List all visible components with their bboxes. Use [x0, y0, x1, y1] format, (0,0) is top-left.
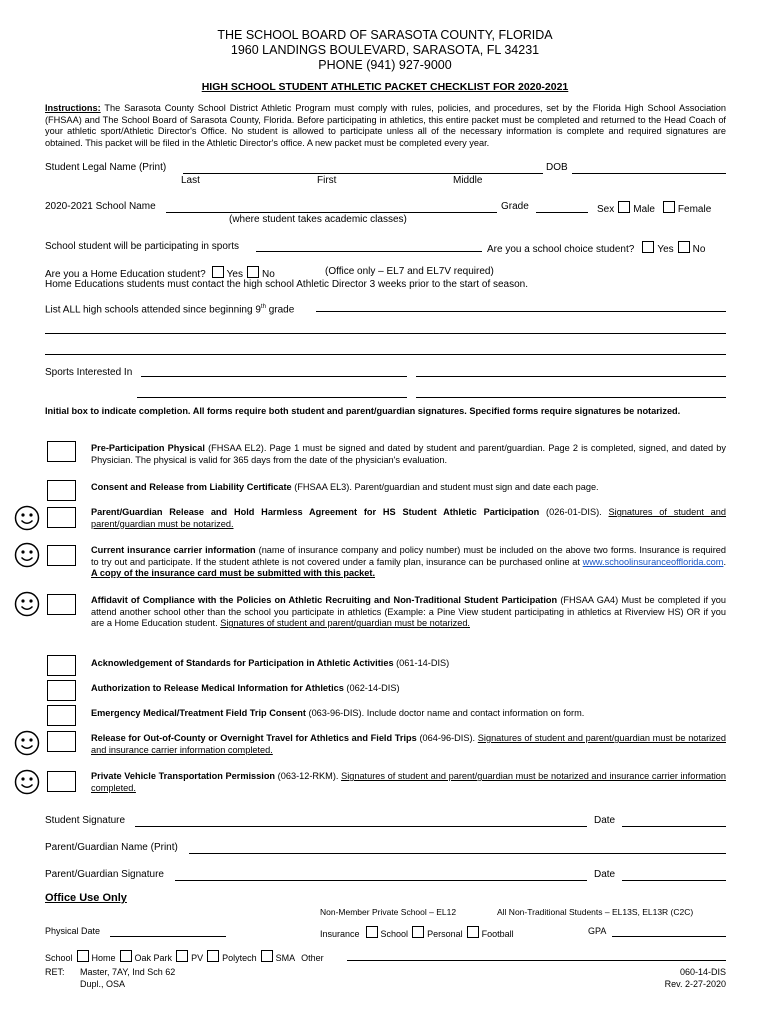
insurance-group — [320, 926, 514, 939]
checklist-item-9: Release for Out-of-County or Overnight Travel for Athletics and Field Trips (064-96-DIS). Signatures of student and parent/guardian must be notarized and insurance carrier information completed. — [91, 733, 726, 755]
checklist-item-8: Emergency Medical/Treatment Field Trip Consent (063-96-DIS). Include doctor name and contact information on form. — [91, 708, 585, 718]
insurance-personal-checkbox[interactable] — [412, 926, 424, 938]
insurance-link[interactable]: www.schoolinsuranceofflorida.com — [582, 556, 724, 567]
smiley-icon — [14, 505, 40, 531]
list-hs-text-end: grade — [265, 304, 295, 316]
physical-date-label: Physical Date — [45, 926, 101, 936]
physical-date-field[interactable] — [110, 936, 226, 937]
male-label: Male — [633, 204, 655, 215]
insurance-football-label: Football — [481, 929, 514, 939]
smiley-icon — [14, 769, 40, 795]
student-date-label: Date — [594, 815, 616, 826]
school-name-field[interactable] — [166, 212, 497, 213]
school-oakpark-label: Oak Park — [134, 953, 173, 963]
middle-sublabel: Middle — [453, 175, 483, 186]
parent-name-field[interactable] — [189, 853, 726, 854]
school-name-label: 2020-2021 School Name — [45, 201, 156, 212]
school-options-group — [45, 950, 324, 963]
instructions — [45, 103, 726, 149]
initial-box-2[interactable] — [47, 480, 76, 501]
form-revision: Rev. 2-27-2020 — [664, 979, 726, 989]
ret-label: RET: — [45, 967, 65, 977]
sports-school-field[interactable] — [256, 251, 482, 252]
school-home-label: Home — [91, 953, 116, 963]
male-checkbox[interactable] — [618, 201, 630, 213]
home-ed-no-checkbox[interactable] — [247, 266, 259, 278]
student-signature-label: Student Signature — [45, 815, 126, 826]
initial-box-9[interactable] — [47, 731, 76, 752]
school-sma-label: SMA — [275, 953, 296, 963]
checklist-item-3: Parent/Guardian Release and Hold Harmless Agreement for HS Student Athletic Participation (026-01-DIS). Signatures of student and parent/guardian must be notarized. — [91, 507, 727, 529]
list-hs-field-1[interactable] — [316, 311, 726, 312]
checklist-item-7: Authorization to Release Medical Information for Athletics (062-14-DIS) — [91, 683, 400, 693]
parent-date-label: Date — [594, 869, 616, 880]
office-only-note: (Office only – EL7 and EL7V required) — [325, 266, 494, 277]
ret-line-2: Dupl., OSA — [80, 979, 126, 989]
sex-group — [597, 201, 711, 216]
initial-box-7[interactable] — [47, 680, 76, 701]
legal-name-label: Student Legal Name (Print) — [45, 162, 167, 173]
school-label: School — [45, 953, 73, 963]
gpa-field[interactable] — [612, 936, 726, 937]
checklist-item-6: Acknowledgement of Standards for Participation in Athletic Activities (061-14-DIS) — [91, 658, 450, 668]
initial-box-1[interactable] — [47, 441, 76, 462]
header-line-1: THE SCHOOL BOARD OF SARASOTA COUNTY, FLORIDA — [217, 28, 553, 42]
school-other-label: Other — [301, 953, 324, 963]
smiley-icon — [14, 591, 40, 617]
insurance-label: Insurance — [320, 929, 360, 939]
initial-box-4[interactable] — [47, 545, 76, 566]
sex-label: Sex — [597, 204, 615, 215]
home-ed-no-label: No — [261, 269, 275, 280]
list-hs-text: List ALL high schools attended since beginning 9 — [45, 304, 261, 316]
school-choice-label: Are you a school choice student? — [487, 244, 635, 255]
initial-box-3[interactable] — [47, 507, 76, 528]
legal-name-field[interactable] — [183, 173, 543, 174]
sports-interested-field-1[interactable] — [141, 376, 407, 377]
list-hs-field-3[interactable] — [45, 354, 726, 355]
school-other-field[interactable] — [347, 960, 726, 961]
dob-field[interactable] — [572, 173, 726, 174]
insurance-school-checkbox[interactable] — [366, 926, 378, 938]
school-choice-no-checkbox[interactable] — [678, 241, 690, 253]
school-choice-yes-label: Yes — [657, 244, 674, 255]
checklist-item-2: Consent and Release from Liability Certificate (FHSAA EL3). Parent/guardian and student must sign and date each page. — [91, 482, 599, 492]
parent-name-label: Parent/Guardian Name (Print) — [45, 842, 178, 853]
student-date-field[interactable] — [622, 826, 726, 827]
checklist-item-1: Pre-Participation Physical (FHSAA EL2). Page 1 must be signed and dated by student and parent/guardian. Page 2 is completed, signed, and dated by Physician. The physical is valid for 365 days from the date of the physician's evaluation. — [91, 443, 726, 465]
non-member-note: Non-Member Private School – EL12 — [320, 907, 457, 917]
grade-label: Grade — [501, 201, 529, 212]
female-label: Female — [677, 204, 712, 215]
list-hs-sup: th — [260, 304, 266, 310]
checklist-item-4: Current insurance carrier information (name of insurance company and policy number) must be included on the above two forms. Insurance is required to try out and participate. If the student athlete is not covered under a family plan, insurance can be purchased online at www.schoolinsuranceofflorida.com. A copy of the insurance card must be submitted with this packet. — [91, 545, 726, 579]
initial-box-8[interactable] — [47, 705, 76, 726]
school-polytech-label: Polytech — [222, 953, 257, 963]
school-oakpark-checkbox[interactable] — [120, 950, 132, 962]
header-line-3: PHONE (941) 927-9000 — [318, 58, 452, 72]
school-choice-yes-checkbox[interactable] — [642, 241, 654, 253]
office-use-heading: Office Use Only — [45, 892, 127, 904]
non-traditional-note: All Non-Traditional Students – EL13S, EL13R (C2C) — [497, 907, 694, 917]
instructions-text: The Sarasota County School District Athletic Program must comply with rules, policies, and procedures, set by the Florida High School Association (FHSAA) and The School Board of Sarasota County, Florida. Before participating in athletics, this entire packet must be completed and returned to the Head Coach of your athletic sport/Athletic Director's Office. No student is allowed to participate unless all of the necessary information is complete and required signatures are obtained. This packet will be filed in the Athletic Director's office. A new packet must be completed every year. — [45, 103, 726, 148]
header-line-2: 1960 LANDINGS BOULEVARD, SARASOTA, FL 34231 — [230, 43, 540, 57]
page-title: HIGH SCHOOL STUDENT ATHLETIC PACKET CHECKLIST FOR 2020-2021 — [201, 81, 569, 93]
checklist-item-10: Private Vehicle Transportation Permission (063-12-RKM). Signatures of student and parent/guardian must be notarized and insurance carrier information completed. — [91, 771, 726, 793]
instructions-label: Instructions: — [45, 103, 101, 113]
home-ed-note: Home Educations students must contact the high school Athletic Director 3 weeks prior to the start of season. — [45, 279, 529, 290]
checklist-intro: Initial box to indicate completion. All forms require both student and parent/guardian signatures. Specified forms require signatures be notarized. — [45, 406, 681, 416]
form-code: 060-14-DIS — [679, 967, 726, 977]
school-pv-label: PV — [191, 953, 204, 963]
initial-box-5[interactable] — [47, 594, 76, 615]
student-signature-field[interactable] — [135, 826, 587, 827]
checklist-item-5: Affidavit of Compliance with the Policies on Athletic Recruiting and Non-Traditional Student Participation (FHSAA GA4) Must be completed if you attend another school other than the school you participate in athletics (Example: a Pine View student participating in athletics at Riverview HS) OR if you are a Home Education student. Signatures of student and parent/guardian must be notarized. — [91, 595, 727, 629]
female-checkbox[interactable] — [663, 201, 675, 213]
school-polytech-checkbox[interactable] — [207, 950, 219, 962]
school-home-checkbox[interactable] — [77, 950, 89, 962]
insurance-school-label: School — [380, 929, 409, 939]
school-choice-group — [487, 241, 705, 256]
insurance-football-checkbox[interactable] — [467, 926, 479, 938]
insurance-personal-label: Personal — [427, 929, 463, 939]
ret-line-1: Master, 7AY, Ind Sch 62 — [80, 967, 176, 977]
sports-interested-label: Sports Interested In — [45, 367, 133, 378]
initial-box-6[interactable] — [47, 655, 76, 676]
parent-signature-field[interactable] — [175, 880, 587, 881]
sports-interested-field-4[interactable] — [416, 397, 726, 398]
home-ed-yes-label: Yes — [226, 269, 243, 280]
school-note: (where student takes academic classes) — [229, 214, 407, 225]
sports-school-label: School student will be participating in sports — [45, 241, 239, 252]
school-choice-no-label: No — [692, 244, 706, 255]
sports-interested-field-3[interactable] — [137, 397, 407, 398]
parent-signature-label: Parent/Guardian Signature — [45, 869, 164, 880]
school-sma-checkbox[interactable] — [261, 950, 273, 962]
dob-label: DOB — [546, 162, 568, 173]
smiley-icon — [14, 730, 40, 756]
school-pv-checkbox[interactable] — [176, 950, 188, 962]
list-hs-label — [45, 301, 294, 316]
initial-box-10[interactable] — [47, 771, 76, 792]
gpa-label: GPA — [588, 926, 607, 936]
home-ed-yes-checkbox[interactable] — [212, 266, 224, 278]
last-sublabel: Last — [181, 175, 200, 186]
first-sublabel: First — [317, 175, 337, 186]
list-hs-field-2[interactable] — [45, 333, 726, 334]
smiley-icon — [14, 542, 40, 568]
grade-field[interactable] — [536, 212, 588, 213]
sports-interested-field-2[interactable] — [416, 376, 726, 377]
parent-date-field[interactable] — [622, 880, 726, 881]
home-ed-label: Are you a Home Education student? — [45, 269, 206, 280]
